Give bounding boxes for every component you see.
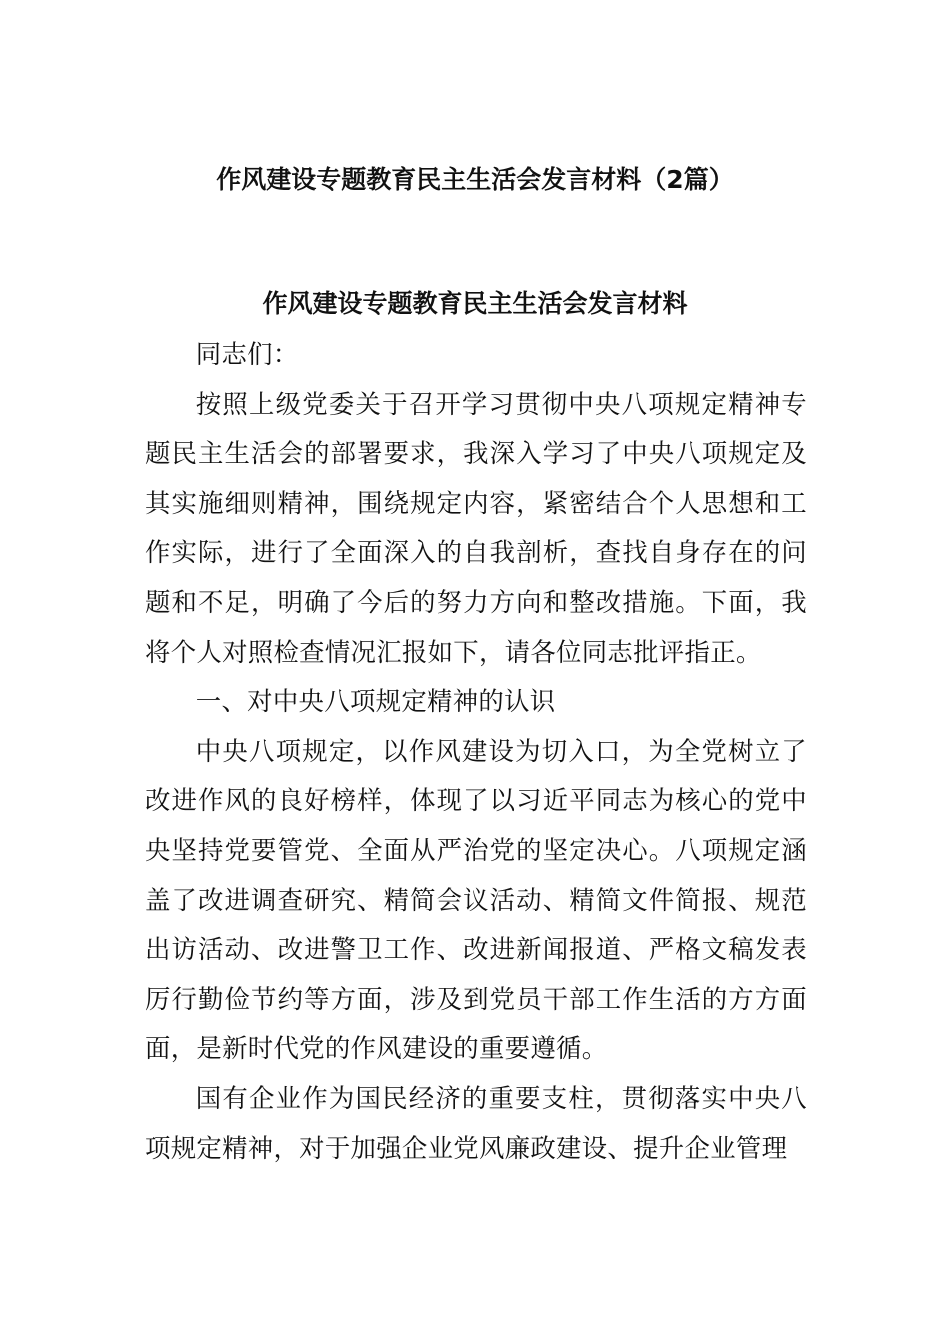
body-paragraph: 国有企业作为国民经济的重要支柱，贯彻落实中央八项规定精神，对于加强企业党风廉政建设、提升企业管理 [145, 1082, 807, 1163]
salutation-paragraph: 同志们： [195, 339, 299, 369]
document-title: 作风建设专题教育民主生活会发言材料（2篇） [216, 165, 734, 194]
intro-paragraph: 按照上级党委关于召开学习贯彻中央八项规定精神专题民主生活会的部署要求，我深入学习了中央八项规定及其实施细则精神，围绕规定内容，紧密结合个人思想和工作实际，进行了全面深入的自我剖析，查找自身存在的问题和不足，明确了今后的努力方向和整改措施。下面，我将个人对照检查情况汇报如下，请各位同志批评指正。 [145, 388, 807, 667]
document-body [145, 330, 807, 1173]
body-paragraph: 中央八项规定，以作风建设为切入口，为全党树立了改进作风的良好榜样，体现了以习近平同志为核心的党中央坚持党要管党、全面从严治党的坚定决心。八项规定涵盖了改进调查研究、精简会议活动、精简文件简报、规范出访活动、改进警卫工作、改进新闻报道、严格文稿发表厉行勤俭节约等方面，涉及到党员干部工作生活的方方面面，是新时代党的作风建设的重要遵循。 [145, 735, 807, 1064]
section-heading: 一、对中央八项规定精神的认识 [195, 686, 556, 717]
document-subtitle: 作风建设专题教育民主生活会发言材料 [262, 289, 688, 318]
